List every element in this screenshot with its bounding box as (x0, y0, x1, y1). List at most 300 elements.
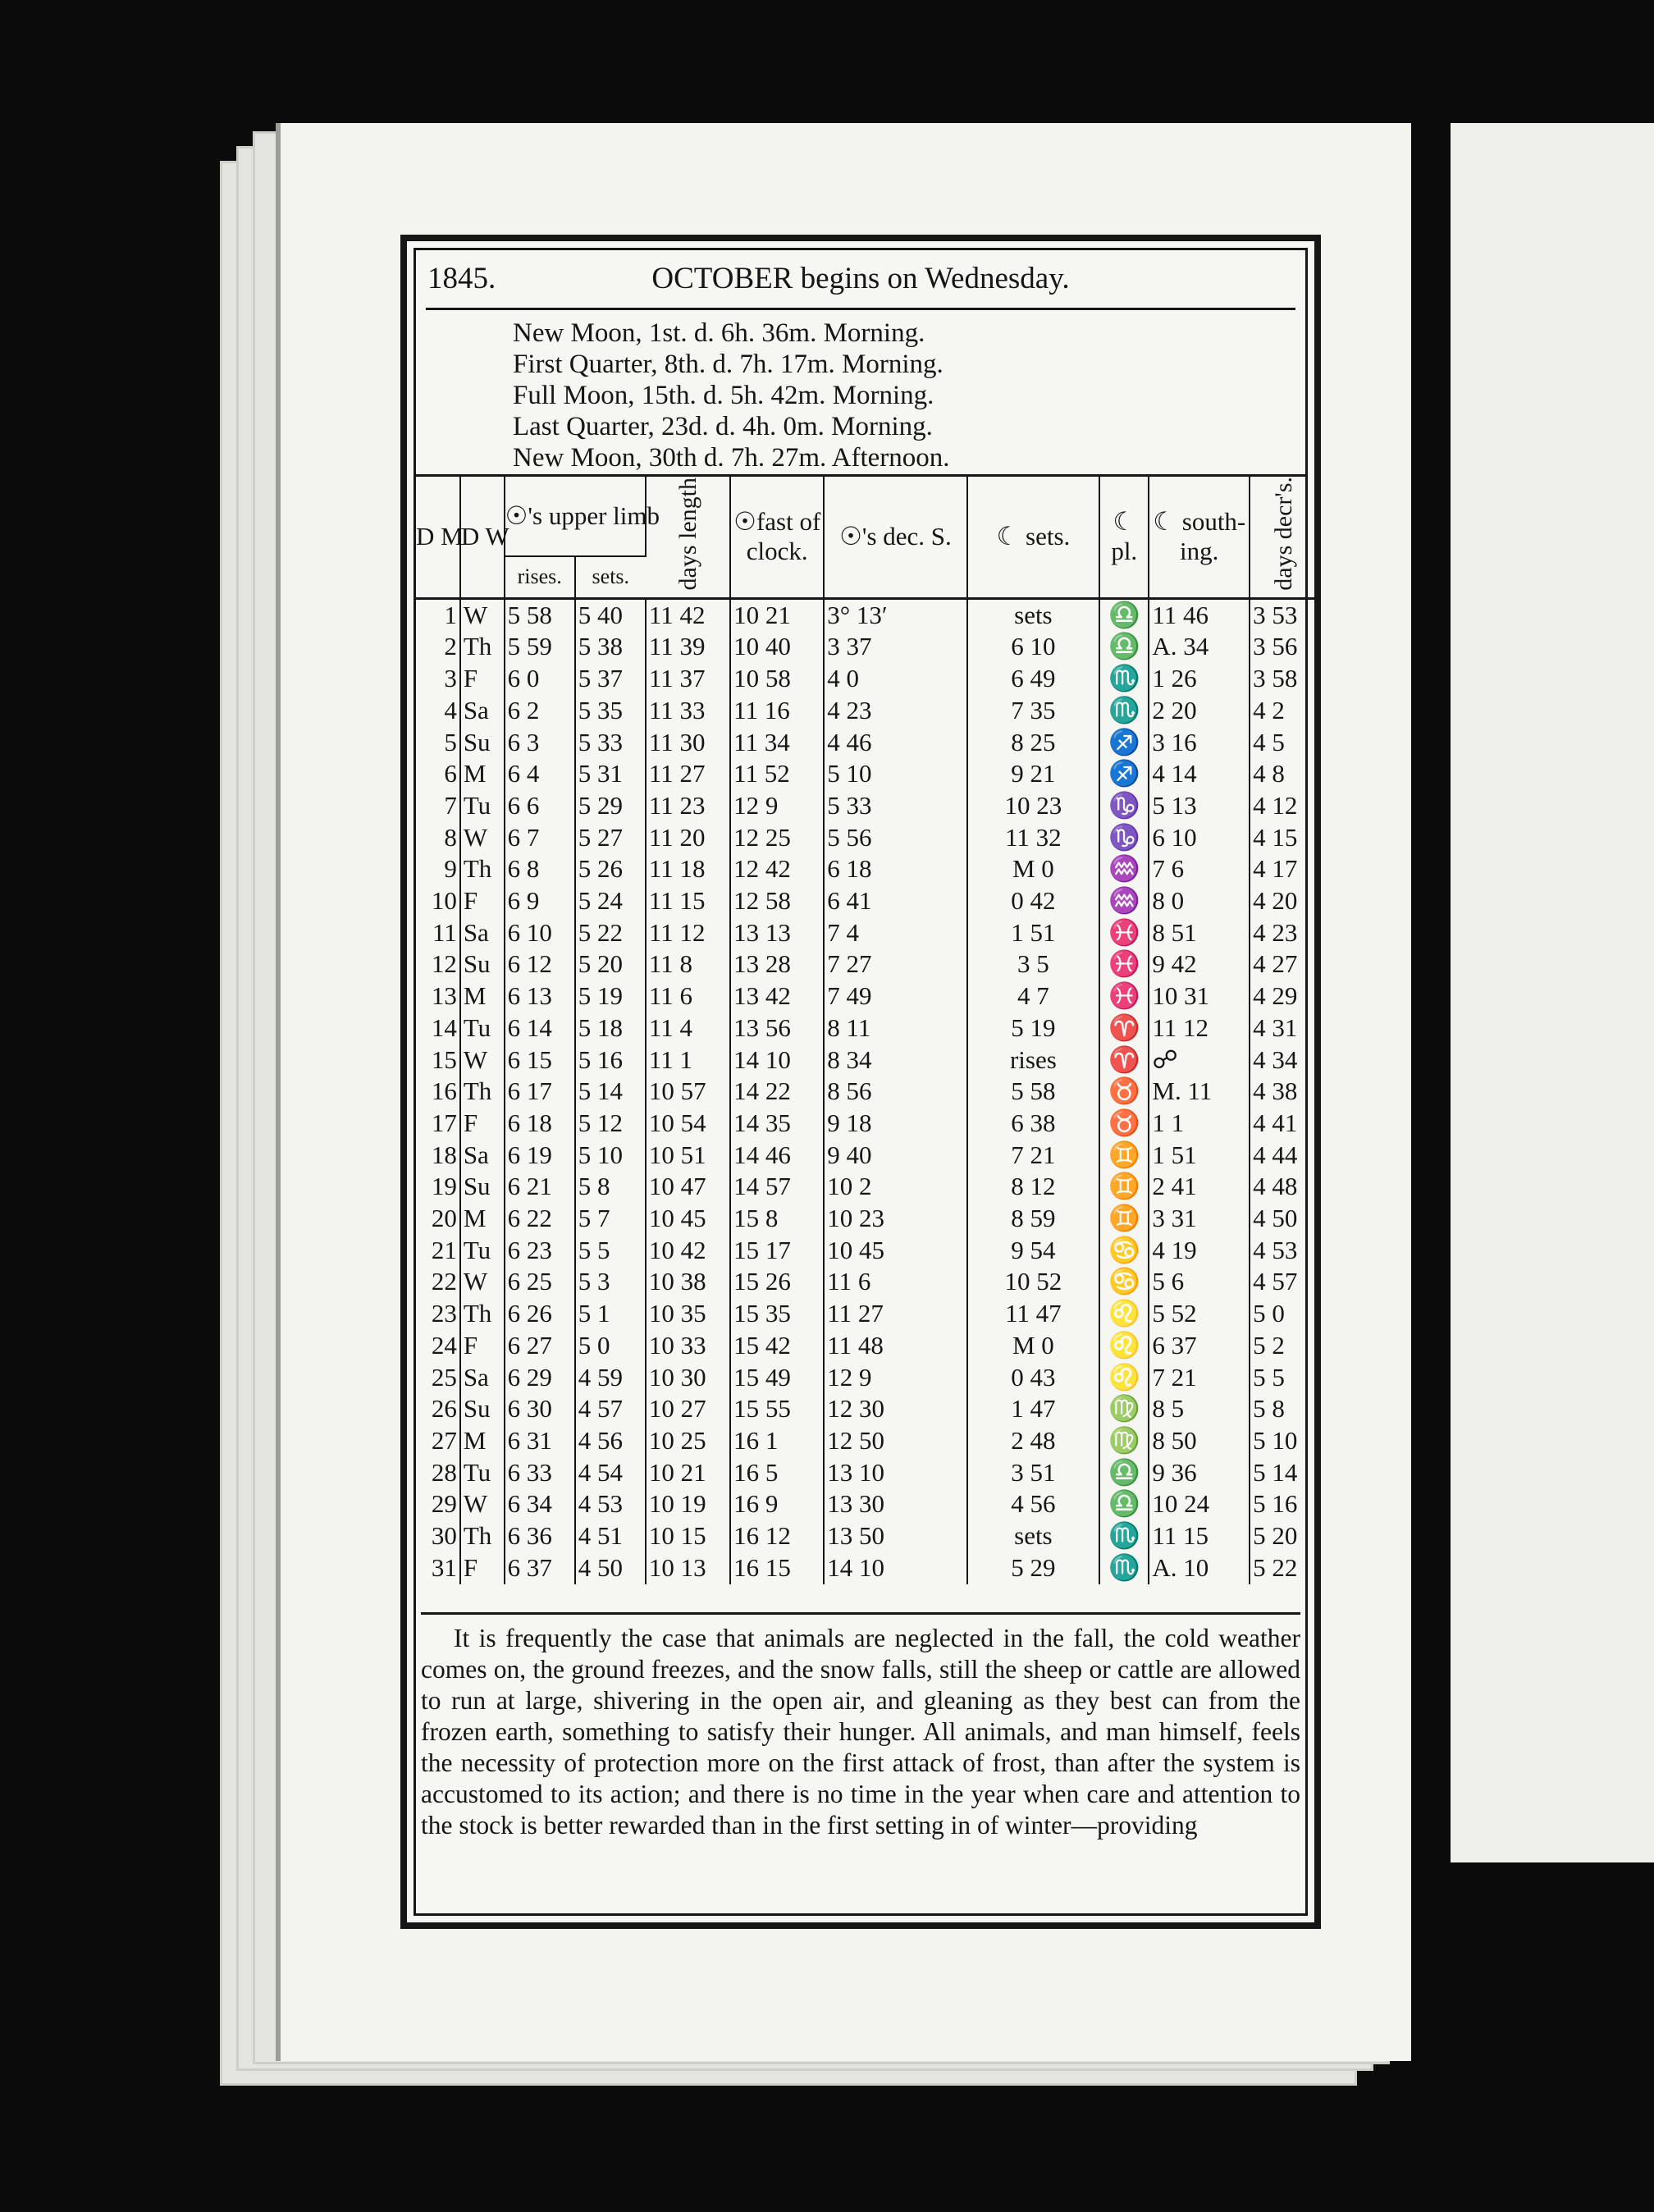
sun-declination-cell: 12 50 (824, 1425, 966, 1457)
day-of-week-cell: Su (460, 1171, 505, 1203)
sun-rises-cell: 6 21 (505, 1171, 575, 1203)
sun-rises-cell: 6 33 (505, 1457, 575, 1489)
sun-sets-cell: 4 56 (575, 1425, 646, 1457)
moon-sets-cell: 9 21 (967, 758, 1099, 790)
moon-sets-cell: 0 43 (967, 1362, 1099, 1394)
sun-declination-cell: 7 4 (824, 917, 966, 949)
days-decrease-cell: 4 48 (1253, 1172, 1298, 1201)
sun-rises-cell: 6 12 (505, 948, 575, 980)
day-of-month-cell: 14 (416, 1012, 460, 1044)
days-decrease-cell: 3 56 (1253, 632, 1298, 661)
col-header-upper-limb: ☉'s upper limb (505, 477, 646, 556)
fast-of-clock-cell: 16 15 (730, 1552, 824, 1584)
almanac-table (416, 477, 1317, 1584)
days-decrease-cell: 4 57 (1253, 1267, 1298, 1296)
days-length-cell: 10 33 (646, 1330, 730, 1362)
table-row (416, 1140, 1317, 1172)
sun-sets-cell: 4 51 (575, 1520, 646, 1552)
moon-sets-cell: 5 58 (967, 1076, 1099, 1108)
col-header-days-length (646, 477, 730, 598)
day-of-week-cell: Tu (460, 1457, 505, 1489)
moon-southing-cell: 7 6 (1149, 853, 1250, 885)
days-decrease-cell: 4 44 (1253, 1140, 1298, 1169)
table-row (416, 1076, 1317, 1108)
day-of-month-cell: 7 (416, 790, 460, 822)
sun-rises-cell: 6 2 (505, 695, 575, 727)
day-of-week-cell: W (460, 1266, 505, 1298)
moon-sets-cell: 11 32 (967, 822, 1099, 854)
days-length-cell: 11 23 (646, 790, 730, 822)
table-row (416, 1520, 1317, 1552)
sun-sets-cell: 5 40 (575, 598, 646, 631)
sun-declination-cell: 11 48 (824, 1330, 966, 1362)
moon-sets-cell: 4 56 (967, 1488, 1099, 1520)
col-header-days-decrease (1250, 477, 1317, 598)
day-of-month-cell: 12 (416, 948, 460, 980)
sun-rises-cell: 6 22 (505, 1203, 575, 1235)
moon-place-cell: ♓ (1099, 980, 1149, 1012)
moon-place-cell: ♉ (1099, 1076, 1149, 1108)
days-decrease-cell: 4 17 (1253, 854, 1298, 884)
sun-sets-cell: 5 1 (575, 1298, 646, 1330)
table-row (416, 598, 1317, 631)
day-of-month-cell: 22 (416, 1266, 460, 1298)
moon-southing-cell: 1 1 (1149, 1108, 1250, 1140)
days-decrease-cell: 4 53 (1253, 1235, 1298, 1264)
fast-of-clock-cell: 15 42 (730, 1330, 824, 1362)
sun-declination-cell: 7 27 (824, 948, 966, 980)
fast-of-clock-cell: 10 58 (730, 663, 824, 695)
sun-rises-cell: 6 29 (505, 1362, 575, 1394)
sun-sets-cell: 5 27 (575, 822, 646, 854)
table-row (416, 948, 1317, 980)
day-of-week-cell: F (460, 1552, 505, 1584)
days-decrease-cell: 4 41 (1253, 1108, 1298, 1137)
moon-southing-cell: 3 31 (1149, 1203, 1250, 1235)
sun-rises-cell: 6 17 (505, 1076, 575, 1108)
day-of-month-cell: 17 (416, 1108, 460, 1140)
sun-rises-cell: 6 30 (505, 1393, 575, 1425)
day-of-month-cell: 24 (416, 1330, 460, 1362)
moon-sets-cell: 9 54 (967, 1235, 1099, 1267)
sun-sets-cell: 5 14 (575, 1076, 646, 1108)
days-length-cell: 10 54 (646, 1108, 730, 1140)
moon-place-cell: ♎ (1099, 1457, 1149, 1489)
sun-declination-cell: 4 0 (824, 663, 966, 695)
sun-declination-cell: 6 18 (824, 853, 966, 885)
sun-declination-cell: 10 23 (824, 1203, 966, 1235)
day-of-week-cell: W (460, 1488, 505, 1520)
sun-rises-cell: 6 9 (505, 885, 575, 917)
moon-place-cell: ♏ (1099, 1520, 1149, 1552)
days-decrease-cell: 3 53 (1253, 600, 1298, 629)
day-of-week-cell: Sa (460, 1140, 505, 1172)
table-row (416, 1298, 1317, 1330)
fast-of-clock-cell: 11 34 (730, 727, 824, 759)
sun-rises-cell: 6 3 (505, 727, 575, 759)
day-of-week-cell: Sa (460, 917, 505, 949)
fast-of-clock-cell: 15 26 (730, 1266, 824, 1298)
days-length-cell: 11 4 (646, 1012, 730, 1044)
moon-sets-cell: sets (967, 598, 1099, 631)
sun-rises-cell: 6 14 (505, 1012, 575, 1044)
moon-southing-cell: 8 51 (1149, 917, 1250, 949)
moon-sets-cell: 10 23 (967, 790, 1099, 822)
almanac-inner-border (414, 248, 1308, 1916)
table-row (416, 822, 1317, 854)
day-of-month-cell: 13 (416, 980, 460, 1012)
fast-of-clock-cell: 10 21 (730, 598, 824, 631)
moon-place-cell: ♏ (1099, 695, 1149, 727)
table-row (416, 1330, 1317, 1362)
table-row (416, 1266, 1317, 1298)
sun-sets-cell: 5 10 (575, 1140, 646, 1172)
day-of-month-cell: 26 (416, 1393, 460, 1425)
day-of-month-cell: 11 (416, 917, 460, 949)
sun-sets-cell: 5 0 (575, 1330, 646, 1362)
month-title: OCTOBER begins on Wednesday. (651, 262, 1070, 295)
days-decrease-cell: 5 22 (1253, 1552, 1298, 1582)
col-header-rises: rises. (505, 556, 575, 598)
moon-place-cell: ♑ (1099, 822, 1149, 854)
day-of-week-cell: F (460, 885, 505, 917)
sun-sets-cell: 5 26 (575, 853, 646, 885)
days-length-cell: 10 45 (646, 1203, 730, 1235)
days-length-cell: 10 15 (646, 1520, 730, 1552)
sun-declination-cell: 4 23 (824, 695, 966, 727)
day-of-week-cell: W (460, 598, 505, 631)
days-length-cell: 11 8 (646, 948, 730, 980)
moon-southing-cell: 8 50 (1149, 1425, 1250, 1457)
day-of-month-cell: 18 (416, 1140, 460, 1172)
fast-of-clock-cell: 15 8 (730, 1203, 824, 1235)
days-length-cell: 10 27 (646, 1393, 730, 1425)
moon-phase-line: First Quarter, 8th. d. 7h. 17m. Morning. (513, 350, 944, 379)
moon-place-cell: ♊ (1099, 1140, 1149, 1172)
moon-place-cell: ♊ (1099, 1171, 1149, 1203)
moon-sets-cell: 6 49 (967, 663, 1099, 695)
sun-declination-cell: 7 49 (824, 980, 966, 1012)
sun-rises-cell: 6 7 (505, 822, 575, 854)
days-length-cell: 10 42 (646, 1235, 730, 1267)
sun-sets-cell: 5 12 (575, 1108, 646, 1140)
day-of-month-cell: 19 (416, 1171, 460, 1203)
sun-sets-cell: 4 50 (575, 1552, 646, 1584)
moon-southing-cell: A. 10 (1149, 1552, 1250, 1584)
day-of-month-cell: 23 (416, 1298, 460, 1330)
day-of-month-cell: 8 (416, 822, 460, 854)
days-length-cell: 10 35 (646, 1298, 730, 1330)
sun-rises-cell: 6 26 (505, 1298, 575, 1330)
day-of-month-cell: 16 (416, 1076, 460, 1108)
moon-place-cell: ♌ (1099, 1298, 1149, 1330)
moon-sets-cell: 2 48 (967, 1425, 1099, 1457)
moon-place-cell: ♊ (1099, 1203, 1149, 1235)
days-decrease-cell: 5 10 (1253, 1425, 1298, 1455)
day-of-week-cell: Sa (460, 1362, 505, 1394)
sun-rises-cell: 6 15 (505, 1044, 575, 1076)
moon-sets-cell: 1 47 (967, 1393, 1099, 1425)
days-length-cell: 11 18 (646, 853, 730, 885)
fast-of-clock-cell: 12 42 (730, 853, 824, 885)
moon-sets-cell: 5 19 (967, 1012, 1099, 1044)
facing-page (1451, 123, 1654, 1862)
sun-sets-cell: 5 35 (575, 695, 646, 727)
fast-of-clock-cell: 16 12 (730, 1520, 824, 1552)
fast-of-clock-cell: 12 25 (730, 822, 824, 854)
sun-rises-cell: 6 34 (505, 1488, 575, 1520)
moon-place-cell: ♈ (1099, 1044, 1149, 1076)
day-of-week-cell: F (460, 663, 505, 695)
moon-phases (416, 310, 1305, 477)
moon-phase-line: New Moon, 30th d. 7h. 27m. Afternoon. (513, 443, 950, 473)
sun-rises-cell: 6 6 (505, 790, 575, 822)
table-row (416, 790, 1317, 822)
fast-of-clock-cell: 15 17 (730, 1235, 824, 1267)
sun-rises-cell: 6 36 (505, 1520, 575, 1552)
moon-southing-cell: 9 42 (1149, 948, 1250, 980)
day-of-week-cell: M (460, 1425, 505, 1457)
sun-sets-cell: 5 5 (575, 1235, 646, 1267)
moon-southing-cell: 4 19 (1149, 1235, 1250, 1267)
days-decrease-cell: 4 12 (1253, 790, 1298, 820)
moon-place-cell: ♎ (1099, 631, 1149, 663)
moon-sets-cell: 10 52 (967, 1266, 1099, 1298)
col-header-sets: sets. (575, 556, 646, 598)
fast-of-clock-cell: 13 56 (730, 1012, 824, 1044)
sun-rises-cell: 6 27 (505, 1330, 575, 1362)
sun-sets-cell: 5 8 (575, 1171, 646, 1203)
day-of-week-cell: W (460, 1044, 505, 1076)
moon-southing-cell: 1 26 (1149, 663, 1250, 695)
year-label: 1845. (427, 262, 496, 295)
moon-sets-cell: 7 35 (967, 695, 1099, 727)
moon-place-cell: ♏ (1099, 663, 1149, 695)
day-of-week-cell: Sa (460, 695, 505, 727)
col-header-day-month: D M (416, 477, 460, 598)
day-of-week-cell: Su (460, 727, 505, 759)
days-length-cell: 10 38 (646, 1266, 730, 1298)
fast-of-clock-cell: 13 28 (730, 948, 824, 980)
moon-place-cell: ♎ (1099, 1488, 1149, 1520)
days-length-cell: 10 57 (646, 1076, 730, 1108)
sun-sets-cell: 5 31 (575, 758, 646, 790)
day-of-week-cell: W (460, 822, 505, 854)
days-decrease-cell: 4 23 (1253, 917, 1298, 947)
col-header-moon-sets: ☾ sets. (967, 477, 1099, 598)
moon-place-cell: ♏ (1099, 1552, 1149, 1584)
sun-declination-cell: 8 34 (824, 1044, 966, 1076)
moon-place-cell: ♉ (1099, 1108, 1149, 1140)
sun-sets-cell: 4 57 (575, 1393, 646, 1425)
day-of-week-cell: M (460, 758, 505, 790)
days-length-cell: 10 47 (646, 1171, 730, 1203)
moon-southing-cell: A. 34 (1149, 631, 1250, 663)
table-row (416, 1044, 1317, 1076)
days-length-cell: 11 15 (646, 885, 730, 917)
sun-declination-cell: 10 45 (824, 1235, 966, 1267)
moon-place-cell: ♓ (1099, 917, 1149, 949)
days-length-cell: 10 13 (646, 1552, 730, 1584)
fast-of-clock-cell: 11 16 (730, 695, 824, 727)
sun-rises-cell: 6 0 (505, 663, 575, 695)
days-length-cell: 11 20 (646, 822, 730, 854)
moon-sets-cell: 11 47 (967, 1298, 1099, 1330)
table-row (416, 885, 1317, 917)
fast-of-clock-cell: 14 22 (730, 1076, 824, 1108)
sun-rises-cell: 6 37 (505, 1552, 575, 1584)
sun-declination-cell: 9 40 (824, 1140, 966, 1172)
sun-declination-cell: 13 50 (824, 1520, 966, 1552)
sun-sets-cell: 4 59 (575, 1362, 646, 1394)
days-decrease-cell: 5 5 (1253, 1362, 1285, 1392)
table-row (416, 980, 1317, 1012)
days-decrease-cell: 5 14 (1253, 1457, 1298, 1487)
days-decrease-cell: 5 20 (1253, 1521, 1298, 1551)
moon-place-cell: ♈ (1099, 1012, 1149, 1044)
day-of-week-cell: Th (460, 1520, 505, 1552)
moon-place-cell: ♒ (1099, 853, 1149, 885)
day-of-week-cell: Tu (460, 1012, 505, 1044)
days-decrease-cell: 5 8 (1253, 1394, 1285, 1424)
moon-southing-cell: 2 20 (1149, 695, 1250, 727)
moon-southing-cell: M. 11 (1149, 1076, 1250, 1108)
sun-sets-cell: 5 18 (575, 1012, 646, 1044)
days-length-cell: 11 37 (646, 663, 730, 695)
sun-sets-cell: 5 37 (575, 663, 646, 695)
fast-of-clock-cell: 16 5 (730, 1457, 824, 1489)
moon-place-cell: ♎ (1099, 598, 1149, 631)
fast-of-clock-cell: 11 52 (730, 758, 824, 790)
moon-place-cell: ♋ (1099, 1266, 1149, 1298)
day-of-month-cell: 15 (416, 1044, 460, 1076)
table-row (416, 1393, 1317, 1425)
days-length-cell: 10 21 (646, 1457, 730, 1489)
days-length-cell: 11 12 (646, 917, 730, 949)
sun-sets-cell: 5 22 (575, 917, 646, 949)
day-of-month-cell: 30 (416, 1520, 460, 1552)
day-of-week-cell: Th (460, 1076, 505, 1108)
days-decrease-cell: 4 15 (1253, 822, 1298, 852)
fast-of-clock-cell: 13 42 (730, 980, 824, 1012)
moon-southing-cell: 6 37 (1149, 1330, 1250, 1362)
col-header-day-week: D W (460, 477, 505, 598)
fast-of-clock-cell: 15 49 (730, 1362, 824, 1394)
col-header-moon-southing: ☾ south-ing. (1149, 477, 1250, 598)
days-decrease-label: days decr's. (1269, 477, 1297, 591)
table-row (416, 1488, 1317, 1520)
days-length-cell: 11 30 (646, 727, 730, 759)
days-decrease-cell: 4 2 (1253, 695, 1285, 724)
table-row (416, 663, 1317, 695)
moon-sets-cell: 0 42 (967, 885, 1099, 917)
col-header-fast-of-clock: ☉fast of clock. (730, 477, 824, 598)
days-decrease-cell: 4 20 (1253, 886, 1298, 916)
days-length-cell: 11 33 (646, 695, 730, 727)
moon-sets-cell: 3 5 (967, 948, 1099, 980)
sun-sets-cell: 5 24 (575, 885, 646, 917)
day-of-month-cell: 5 (416, 727, 460, 759)
days-length-cell: 10 51 (646, 1140, 730, 1172)
moon-southing-cell: 1 51 (1149, 1140, 1250, 1172)
sun-declination-cell: 12 30 (824, 1393, 966, 1425)
moon-sets-cell: 1 51 (967, 917, 1099, 949)
day-of-month-cell: 1 (416, 598, 460, 631)
sun-sets-cell: 5 19 (575, 980, 646, 1012)
moon-place-cell: ♌ (1099, 1362, 1149, 1394)
table-row (416, 1362, 1317, 1394)
sun-declination-cell: 4 46 (824, 727, 966, 759)
day-of-month-cell: 10 (416, 885, 460, 917)
moon-southing-cell: 3 16 (1149, 727, 1250, 759)
page-header (426, 250, 1295, 310)
moon-sets-cell: 4 7 (967, 980, 1099, 1012)
day-of-week-cell: M (460, 980, 505, 1012)
moon-southing-cell: 2 41 (1149, 1171, 1250, 1203)
sun-declination-cell: 3 37 (824, 631, 966, 663)
sun-rises-cell: 6 19 (505, 1140, 575, 1172)
moon-southing-cell: 4 14 (1149, 758, 1250, 790)
sun-rises-cell: 5 59 (505, 631, 575, 663)
days-length-cell: 10 30 (646, 1362, 730, 1394)
sun-declination-cell: 9 18 (824, 1108, 966, 1140)
day-of-month-cell: 29 (416, 1488, 460, 1520)
sun-declination-cell: 13 10 (824, 1457, 966, 1489)
table-row (416, 1012, 1317, 1044)
days-decrease-cell: 4 34 (1253, 1044, 1298, 1074)
sun-declination-cell: 5 56 (824, 822, 966, 854)
moon-sets-cell: 8 59 (967, 1203, 1099, 1235)
fast-of-clock-cell: 14 46 (730, 1140, 824, 1172)
moon-sets-cell: sets (967, 1520, 1099, 1552)
almanac-frame (400, 235, 1321, 1929)
moon-sets-cell: 7 21 (967, 1140, 1099, 1172)
farming-note-paragraph: It is frequently the case that animals are neglected in the fall, the cold weather comes on, the ground freezes, and the snow falls, still the sheep or cattle are allowed to run at large, shivering in the open air, and gleaning as they best can from the frozen earth, something to satisfy their hunger. All animals, and man himself, feels the necessity of protection more on the first attack of frost, than after the system is accustomed to its action; and there is no time in the year when care and attention to the stock is better rewarded than in the first setting in of winter—providing (421, 1612, 1300, 1841)
table-row (416, 917, 1317, 949)
table-row (416, 1235, 1317, 1267)
days-decrease-cell: 4 50 (1253, 1204, 1298, 1233)
sun-declination-cell: 6 41 (824, 885, 966, 917)
day-of-week-cell: F (460, 1330, 505, 1362)
day-of-month-cell: 28 (416, 1457, 460, 1489)
moon-place-cell: ♒ (1099, 885, 1149, 917)
moon-southing-cell: 6 10 (1149, 822, 1250, 854)
moon-southing-cell: 8 0 (1149, 885, 1250, 917)
sun-rises-cell: 6 23 (505, 1235, 575, 1267)
moon-southing-cell: 5 52 (1149, 1298, 1250, 1330)
sun-declination-cell: 3° 13′ (824, 598, 966, 631)
days-length-cell: 11 1 (646, 1044, 730, 1076)
sun-rises-cell: 5 58 (505, 598, 575, 631)
table-row (416, 631, 1317, 663)
fast-of-clock-cell: 15 55 (730, 1393, 824, 1425)
moon-place-cell: ♑ (1099, 790, 1149, 822)
sun-rises-cell: 6 13 (505, 980, 575, 1012)
day-of-week-cell: F (460, 1108, 505, 1140)
table-row (416, 1171, 1317, 1203)
sun-declination-cell: 13 30 (824, 1488, 966, 1520)
day-of-week-cell: Su (460, 1393, 505, 1425)
moon-southing-cell: 8 5 (1149, 1393, 1250, 1425)
days-length-cell: 11 27 (646, 758, 730, 790)
day-of-month-cell: 6 (416, 758, 460, 790)
sun-sets-cell: 5 16 (575, 1044, 646, 1076)
day-of-week-cell: Th (460, 853, 505, 885)
days-decrease-cell: 5 2 (1253, 1330, 1285, 1360)
sun-declination-cell: 5 10 (824, 758, 966, 790)
table-row (416, 1457, 1317, 1489)
day-of-month-cell: 2 (416, 631, 460, 663)
